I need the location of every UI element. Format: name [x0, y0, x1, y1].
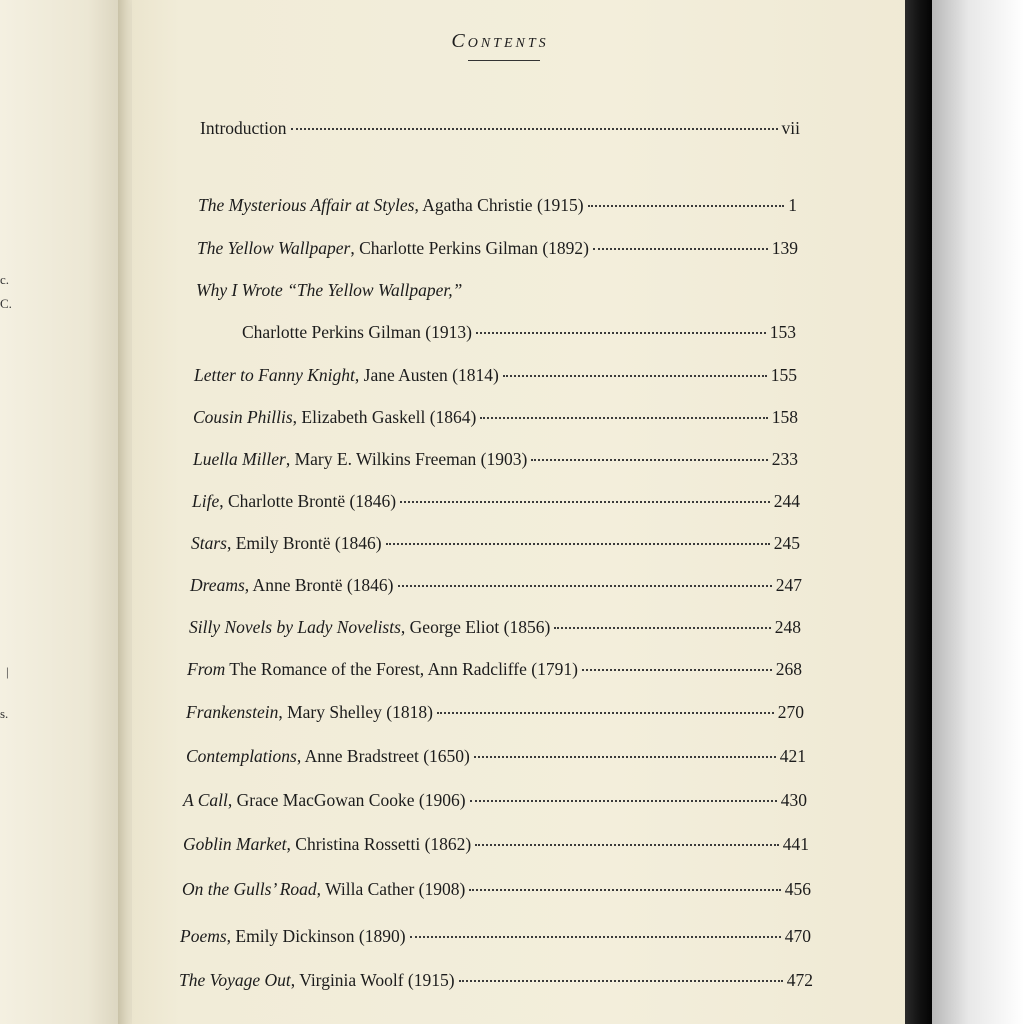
- toc-entry-author: , Virginia Woolf (1915): [290, 970, 455, 990]
- toc-entry-author: , Emily Dickinson (1890): [226, 926, 406, 946]
- toc-entry: [182, 879, 811, 900]
- toc-page-number: 1: [788, 195, 797, 215]
- dot-leader: [480, 417, 767, 419]
- dot-leader: [531, 459, 767, 461]
- dot-leader: [503, 375, 767, 377]
- toc-entry-title: [183, 790, 466, 811]
- dot-leader: [469, 889, 780, 891]
- toc-entry: [194, 365, 797, 386]
- toc-page-number: 472: [786, 970, 813, 990]
- toc-entry-work: Why I Wrote “The Yellow Wallpaper,”: [196, 280, 463, 300]
- toc-entry-author: , Christina Rossetti (1862): [286, 834, 472, 854]
- toc-page-number: vii: [781, 118, 800, 138]
- left-page-mark: C.: [0, 296, 12, 311]
- toc-entry-title: [192, 491, 396, 512]
- toc-entry: [191, 533, 800, 554]
- toc-entry-work: A Call: [183, 790, 228, 810]
- toc-entry: [196, 280, 462, 301]
- dot-leader: [398, 585, 772, 587]
- toc-page-number: 470: [784, 926, 811, 946]
- toc-entry: [190, 575, 802, 596]
- toc-entry-title: [182, 879, 465, 900]
- toc-entry-title: [180, 926, 406, 947]
- toc-entry-author: , Anne Brontë (1846): [244, 575, 394, 595]
- dot-leader: [476, 332, 766, 334]
- toc-entry: [193, 407, 798, 428]
- toc-entry-title: [186, 702, 433, 723]
- toc-entry: [187, 659, 802, 680]
- toc-page-number: 421: [779, 746, 806, 766]
- toc-entry-title: [191, 533, 382, 554]
- toc-entry-title: [179, 970, 455, 991]
- toc-page-number: 233: [771, 449, 798, 469]
- toc-entry-author: Introduction: [200, 118, 287, 138]
- toc-entry-work: Stars: [191, 533, 227, 553]
- toc-entry: [200, 118, 800, 139]
- toc-entry: [197, 238, 798, 259]
- toc-entry-work: Poems: [180, 926, 227, 946]
- toc-entry-author: , George Eliot (1856): [400, 617, 551, 637]
- toc-entry: [189, 617, 801, 638]
- dot-leader: [386, 543, 770, 545]
- dot-leader: [554, 627, 770, 629]
- contents-heading: Contents: [451, 30, 549, 52]
- toc-entry-title: [198, 195, 584, 216]
- toc-entry-author: , Mary E. Wilkins Freeman (1903): [285, 449, 528, 469]
- toc-page-number: 268: [775, 659, 802, 679]
- toc-entry-author: , Mary Shelley (1818): [278, 702, 433, 722]
- toc-entry: [183, 790, 807, 811]
- dot-leader: [593, 248, 768, 250]
- toc-entry-author: , Anne Bradstreet (1650): [296, 746, 470, 766]
- toc-entry: [242, 322, 796, 343]
- toc-entry-work: Silly Novels by Lady Novelists: [189, 617, 401, 637]
- dot-leader: [437, 712, 774, 714]
- dot-leader: [475, 844, 779, 846]
- toc-entry-title: [190, 575, 394, 596]
- toc-entry: [193, 449, 798, 470]
- toc-entry-work: Cousin Phillis: [193, 407, 293, 427]
- toc-page-number: 248: [774, 617, 801, 637]
- toc-page-number: 139: [771, 238, 798, 258]
- toc-entry-work: The Yellow Wallpaper: [197, 238, 351, 258]
- toc-entry-author: The Romance of the Forest, Ann Radcliffe (1791): [225, 659, 578, 679]
- toc-entry-work: Contemplations: [186, 746, 297, 766]
- toc-entry-title: [187, 659, 578, 680]
- toc-entry-work: The Voyage Out: [179, 970, 291, 990]
- dot-leader: [459, 980, 783, 982]
- toc-page-number: 244: [773, 491, 800, 511]
- toc-entry-author: , Charlotte Perkins Gilman (1892): [350, 238, 589, 258]
- toc-page-number: 155: [770, 365, 797, 385]
- toc-entry-title: [193, 449, 527, 470]
- toc-entry-title: [242, 322, 472, 343]
- toc-entry-author: , Charlotte Brontë (1846): [219, 491, 397, 511]
- toc-entry-author: , Emily Brontë (1846): [226, 533, 382, 553]
- toc-entry: [186, 746, 806, 767]
- toc-page-number: 456: [784, 879, 811, 899]
- toc-page-number: 270: [777, 702, 804, 722]
- dot-leader: [410, 936, 781, 938]
- toc-entry-work: Letter to Fanny Knight: [194, 365, 355, 385]
- toc-entry-work: From: [187, 659, 226, 679]
- toc-entry-author: , Willa Cather (1908): [316, 879, 466, 899]
- toc-entry-title: [200, 118, 287, 139]
- toc-entry-title: [186, 746, 470, 767]
- dot-leader: [291, 128, 778, 130]
- toc-entry-title: [183, 834, 471, 855]
- toc-entry-author: , Agatha Christie (1915): [414, 195, 584, 215]
- toc-entry: [192, 491, 800, 512]
- toc-entry: [180, 926, 811, 947]
- left-page-mark: s.: [0, 706, 9, 721]
- toc-entry-work: Luella Miller: [193, 449, 286, 469]
- toc-page-number: 153: [769, 322, 796, 342]
- dot-leader: [582, 669, 772, 671]
- toc-entry-title: [197, 238, 589, 259]
- toc-entry-work: Goblin Market: [183, 834, 287, 854]
- dot-leader: [470, 800, 777, 802]
- toc-page-number: 247: [775, 575, 802, 595]
- toc-entry-work: The Mysterious Affair at Styles: [198, 195, 415, 215]
- toc-entry: [186, 702, 804, 723]
- toc-entry-author: , Grace MacGowan Cooke (1906): [227, 790, 466, 810]
- toc-entry-title: [193, 407, 476, 428]
- toc-entry-title: [196, 280, 462, 301]
- toc-entry-author: , Jane Austen (1814): [354, 365, 499, 385]
- toc-entry-title: [194, 365, 499, 386]
- toc-entry-author: Charlotte Perkins Gilman (1913): [242, 322, 472, 342]
- toc-page-number: 441: [782, 834, 809, 854]
- toc-entry-work: On the Gulls’ Road: [182, 879, 317, 899]
- dot-leader: [474, 756, 776, 758]
- toc-entry: [179, 970, 813, 991]
- toc-page-number: 430: [780, 790, 807, 810]
- toc-entry-work: Life: [192, 491, 220, 511]
- toc-entry-author: , Elizabeth Gaskell (1864): [292, 407, 477, 427]
- toc-entry: [198, 195, 797, 216]
- toc-entry: [183, 834, 809, 855]
- toc-entry-work: Dreams: [190, 575, 245, 595]
- dot-leader: [400, 501, 770, 503]
- toc-entry-title: [189, 617, 550, 638]
- toc-page-number: 158: [771, 407, 798, 427]
- left-page-mark: |: [6, 664, 9, 679]
- toc-entry-work: Frankenstein: [186, 702, 279, 722]
- dot-leader: [588, 205, 785, 207]
- toc-page-number: 245: [773, 533, 800, 553]
- left-page-mark: c.: [0, 272, 10, 287]
